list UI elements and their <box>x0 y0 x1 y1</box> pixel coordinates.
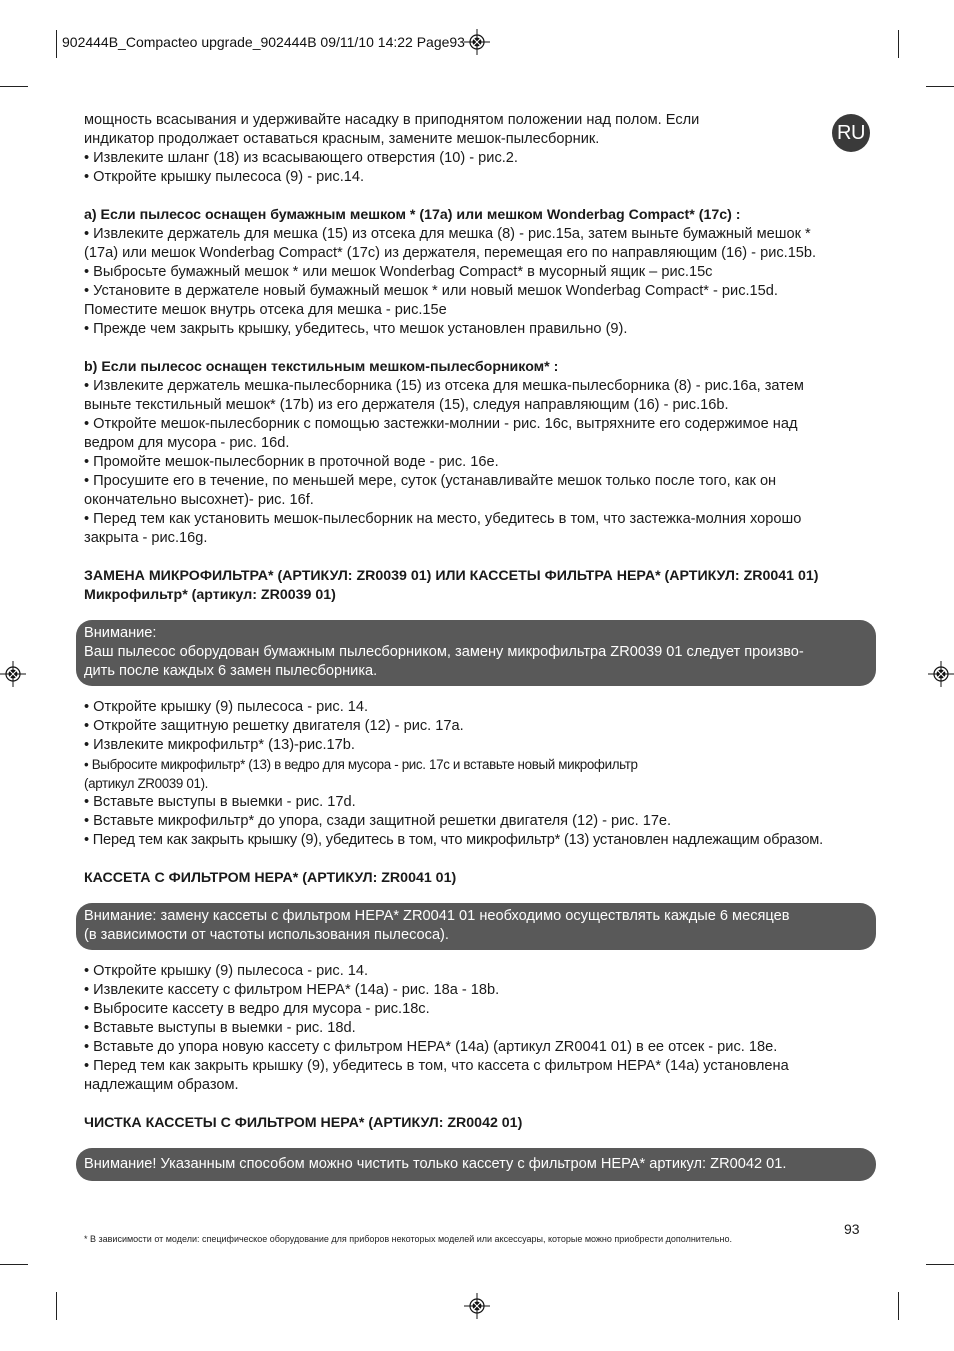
text-line: мощность всасывания и удерживайте насадку в приподнятом положении над полом. Если <box>84 112 700 128</box>
warning-note <box>76 903 876 950</box>
text-line: • Откройте мешок-пылесборник с помощью застежки-молнии - рис. 16c, вытряхните его содержимое над <box>84 416 798 432</box>
section-subheading: Микрофильтр* (артикул: ZR0039 01) <box>84 587 336 603</box>
text-line: • Извлеките кассету с фильтром HEPA* (14a) - рис. 18a - 18b. <box>84 982 500 998</box>
text-line: • Вставьте выступы в выемки - рис. 18d. <box>84 1020 356 1036</box>
text-line: • Откройте крышку пылесоса (9) - рис.14. <box>84 169 365 185</box>
text-line: надлежащим образом. <box>84 1077 239 1093</box>
crop-mark-top-left-v <box>56 30 57 58</box>
note-line: Внимание: замену кассеты с фильтром HEPA* ZR0041 01 необходимо осуществлять каждые 6 месяцев <box>84 908 790 924</box>
warning-note <box>76 620 876 686</box>
note-line: Внимание: <box>84 625 157 641</box>
text-line: • Промойте мешок-пылесборник в проточной воде - рис. 16e. <box>84 454 499 470</box>
text-line: выньте текстильный мешок* (17b) из его держателя (15), следуя направляющим (16) - рис.16b. <box>84 397 729 413</box>
registration-mark-icon <box>464 1293 490 1319</box>
text-line: • Выбросите кассету в ведро для мусора - рис.18c. <box>84 1001 430 1017</box>
section-heading: ЗАМЕНА МИКРОФИЛЬТРА* (АРТИКУЛ: ZR0039 01) ИЛИ КАССЕТЫ ФИЛЬТРА HEPA* (АРТИКУЛ: ZR0041 01) <box>84 568 819 584</box>
text-line: Поместите мешок внутрь отсека для мешка - рис.15e <box>84 302 447 318</box>
registration-mark-icon <box>464 29 490 55</box>
print-slug: 902444B_Compacteo upgrade_902444B 09/11/10 14:22 Page93 <box>62 34 465 50</box>
note-line: дить после каждых 6 замен пылесборника. <box>84 663 378 679</box>
text-line: • Откройте крышку (9) пылесоса - рис. 14. <box>84 699 369 715</box>
crop-mark-top-left-h <box>0 86 28 87</box>
text-line: • Выбросьте бумажный мешок * или мешок Wonderbag Compact* в мусорный ящик – рис.15c <box>84 264 713 280</box>
section-heading: b) Если пылесос оснащен текстильным мешком-пылесборником* : <box>84 359 559 375</box>
text-line: • Прежде чем закрыть крышку, убедитесь, что мешок установлен правильно (9). <box>84 321 628 337</box>
footnote: * В зависимости от модели: специфическое оборудование для приборов некоторых моделей или аксессуары, которые можно приобрести дополнительно. <box>84 1234 732 1244</box>
text-line: • Извлеките шланг (18) из всасывающего отверстия (10) - рис.2. <box>84 150 518 166</box>
text-line: • Откройте защитную решетку двигателя (12) - рис. 17a. <box>84 718 464 734</box>
text-line: • Перед тем как закрыть крышку (9), убедитесь в том, что кассета с фильтром HEPA* (14a) установлена <box>84 1058 789 1074</box>
text-line: • Просушите его в течение, по меньшей мере, суток (устанавливайте мешок только после того, как он <box>84 473 777 489</box>
text-line: ведром для мусора - рис. 16d. <box>84 435 290 451</box>
note-line: Внимание! Указанным способом можно чистить только кассету с фильтром HEPA* артикул: ZR0042 01. <box>84 1156 787 1172</box>
section-heading: a) Если пылесос оснащен бумажным мешком * (17a) или мешком Wonderbag Compact* (17c) : <box>84 207 741 223</box>
text-line: • Выбросите микрофильтр* (13) в ведро для мусора - рис. 17c и вставьте новый микрофильтр <box>84 757 638 772</box>
crop-mark-bottom-left-h <box>0 1264 28 1265</box>
text-line: • Установите в держателе новый бумажный мешок * или новый мешок Wonderbag Compact* - рис.15d. <box>84 283 778 299</box>
warning-note <box>76 1148 876 1181</box>
language-badge: RU <box>832 114 870 152</box>
crop-mark-bottom-right-h <box>926 1264 954 1265</box>
text-line: • Перед тем как установить мешок-пылесборник на место, убедитесь в том, что застежка-молния хорошо <box>84 511 802 527</box>
page-content <box>84 111 874 1181</box>
text-line: (17a) или мешок Wonderbag Compact* (17c) из держателя, перемещая его по направляющим (16) - рис.15b. <box>84 245 817 261</box>
text-line: • Вставьте до упора новую кассету с фильтром HEPA* (14a) (артикул ZR0041 01) в ее отсек - рис. 18e. <box>84 1039 778 1055</box>
text-line: индикатор продолжает оставаться красным, замените мешок-пылесборник. <box>84 131 600 147</box>
section-heading: ЧИСТКА КАССЕТЫ С ФИЛЬТРОМ HEPA* (АРТИКУЛ: ZR0042 01) <box>84 1115 523 1131</box>
text-line: • Вставьте выступы в выемки - рис. 17d. <box>84 794 356 810</box>
note-line: Ваш пылесос оборудован бумажным пылесборником, замену микрофильтра ZR0039 01 следует произво- <box>84 644 804 660</box>
page-number: 93 <box>844 1221 860 1237</box>
registration-mark-icon <box>0 661 26 687</box>
text-line: • Извлеките микрофильтр* (13)-рис.17b. <box>84 737 355 753</box>
text-line: • Перед тем как закрыть крышку (9), убедитесь в том, что микрофильтр* (13) установлен надлежащим образом. <box>84 832 823 848</box>
text-line: • Извлеките держатель для мешка (15) из отсека для мешка (8) - рис.15a, затем выньте бумажный мешок * <box>84 226 811 242</box>
text-line: (артикул ZR0039 01). <box>84 776 209 791</box>
note-line: (в зависимости от частоты использования пылесоса). <box>84 927 449 943</box>
crop-mark-top-right-h <box>926 86 954 87</box>
crop-mark-bottom-right-v <box>898 1292 899 1320</box>
text-line: • Извлеките держатель мешка-пылесборника (15) из отсека для мешка-пылесборника (8) - рис.16a, затем <box>84 378 804 394</box>
crop-mark-top-right-v <box>898 30 899 58</box>
section-heading: КАССЕТА С ФИЛЬТРОМ HEPA* (АРТИКУЛ: ZR0041 01) <box>84 870 457 886</box>
crop-mark-bottom-left-v <box>56 1292 57 1320</box>
text-line: • Вставьте микрофильтр* до упора, сзади защитной решетки двигателя (12) - рис. 17e. <box>84 813 672 829</box>
registration-mark-icon <box>928 661 954 687</box>
text-line: окончательно высохнет)- рис. 16f. <box>84 492 314 508</box>
text-line: • Откройте крышку (9) пылесоса - рис. 14. <box>84 963 369 979</box>
text-line: закрыта - рис.16g. <box>84 530 208 546</box>
